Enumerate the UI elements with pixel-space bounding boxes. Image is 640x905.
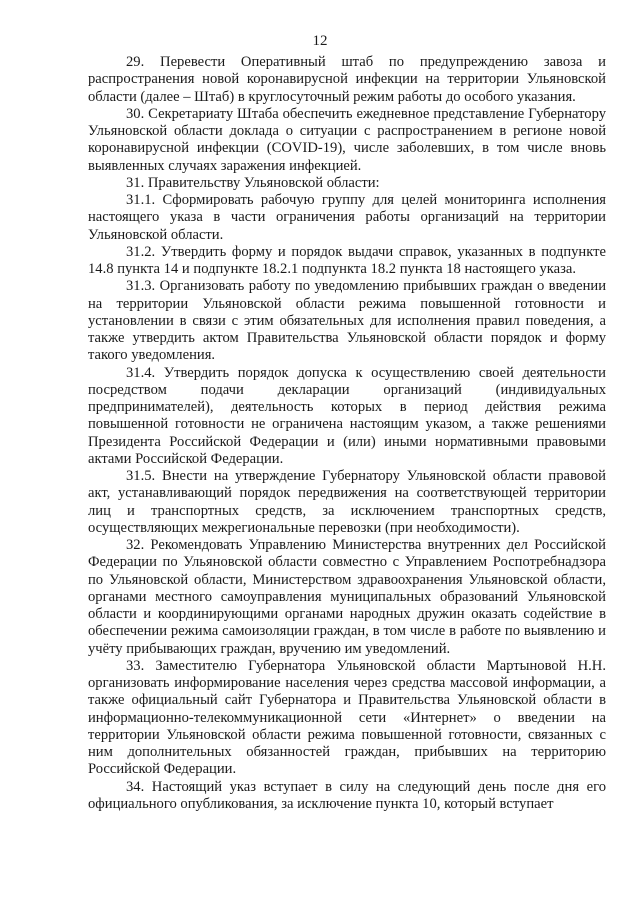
paragraph-33: 33. Заместителю Губернатора Ульяновской области Мартыновой Н.Н. организовать информирование населения через средства массовой информации, а также официальный сайт Губернатора и Правительства Ульяновской области в информационно-телекоммуникационной сети «Интернет» о введении на территории Ульяновской области режима повышенной готовности, связанных с ним дополнительных обязанностей граждан, прибывших на территорию Российской Федерации. [88,657,606,778]
paragraph-31-1: 31.1. Сформировать рабочую группу для целей мониторинга исполнения настоящего указа в части ограничения работы организаций на территории Ульяновской области. [88,192,606,243]
page-number: 12 [312,33,328,49]
paragraph-29: 29. Перевести Оперативный штаб по предупреждению завоза и распространения новой коронавирусной инфекции на территории Ульяновской области (далее – Штаб) в круглосуточный режим работы до особого указания. [88,54,606,105]
paragraph-31-2: 31.2. Утвердить форму и порядок выдачи справок, указанных в подпункте 14.8 пункта 14 и подпункте 18.2.1 подпункта 18.2 пункта 18 настоящего указа. [88,243,606,277]
document-body [88,54,606,813]
paragraph-31-3: 31.3. Организовать работу по уведомлению прибывших граждан о введении на территории Ульяновской области режима повышенной готовности и установлении в связи с этим обязательных для исполнения правил поведения, а также утвердить актом Правительства Ульяновской области порядок и форму такого уведомления. [88,278,606,364]
paragraph-30: 30. Секретариату Штаба обеспечить ежедневное представление Губернатору Ульяновской области доклада о ситуации с распространением в регионе новой коронавирусной инфекции (COVID-19), числе заболевших, в том числе вновь выявленных случаях заражения инфекцией. [88,105,606,174]
paragraph-31: 31. Правительству Ульяновской области: [126,174,380,191]
paragraph-31-4: 31.4. Утвердить порядок допуска к осуществлению своей деятельности посредством подачи декларации организаций (индивидуальных предпринимателей), деятельность которых в период действия режима повышенной готовности не ограничена настоящим указом, а также решениями Президента Российской Федерации и (или) иными нормативными правовыми актами Российской Федерации. [88,364,606,467]
paragraph-31-5: 31.5. Внести на утверждение Губернатору Ульяновской области правовой акт, устанавливающий порядок передвижения на соответствующей территории лиц и транспортных средств, за исключением транспортных средств, осуществляющих межрегиональные перевозки (при необходимости). [88,468,606,536]
paragraph-34: 34. Настоящий указ вступает в силу на следующий день после дня его официального опубликования, за исключение пункта 10, который вступает [88,778,606,812]
paragraph-32: 32. Рекомендовать Управлению Министерства внутренних дел Российской Федерации по Ульяновской области совместно с Управлением Роспотребнадзора по Ульяновской области, Министерством здравоохранения Ульяновской области, органами местного самоуправления муниципальных образований Ульяновской области и координирующими органами народных дружин оказать содействие в обеспечении режима самоизоляции граждан, в том числе в работе по выявлению и учёту прибывающих граждан, вручению им уведомлений. [88,537,606,657]
